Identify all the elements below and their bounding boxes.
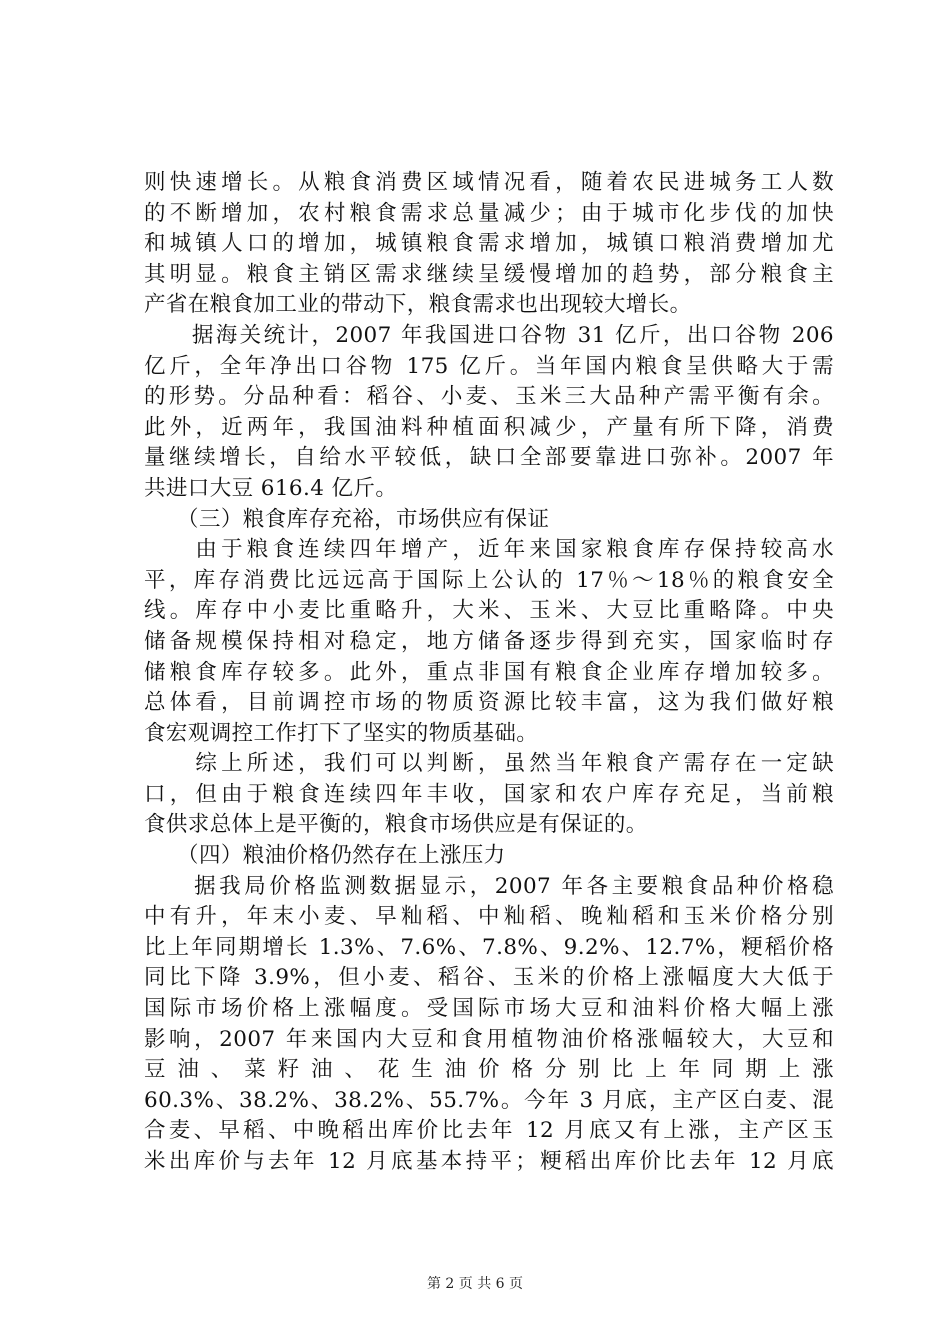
text-line: 其明显。粮食主销区需求继续呈缓慢增加的趋势，部分粮食主: [144, 261, 834, 287]
body-text: [144, 168, 834, 1178]
text-line: 则快速增长。从粮食消费区域情况看，随着农民进城务工人数: [144, 170, 834, 195]
text-line: 据海关统计，2007 年我国进口谷物 31 亿斤，出口谷物 206: [144, 322, 834, 348]
text-line: 60.3%、38.2%、38.2%、55.7%。今年 3 月底，主产区白麦、混: [144, 1087, 834, 1113]
text-line: 米出库价与去年 12 月底基本持平；粳稻出库价比去年 12 月底: [144, 1149, 834, 1174]
text-line: 食宏观调控工作打下了坚实的物质基础。: [144, 720, 539, 746]
text-line: （四）粮油价格仍然存在上涨压力: [144, 843, 506, 869]
text-line: 据我局价格监测数据显示，2007 年各主要粮食品种价格稳: [144, 873, 834, 899]
text-line: 国际市场价格上涨幅度。受国际市场大豆和油料价格大幅上涨: [144, 996, 834, 1022]
text-line: 影响，2007 年来国内大豆和食用植物油价格涨幅较大，大豆和: [144, 1026, 834, 1052]
text-line: 由于粮食连续四年增产，近年来国家粮食库存保持较高水: [144, 537, 834, 563]
text-line: 储备规模保持相对稳定，地方储备逐步得到充实，国家临时存: [144, 628, 834, 654]
text-line: 此外，近两年，我国油料种植面积减少，产量有所下降，消费: [144, 414, 834, 440]
text-line: 的不断增加，农村粮食需求总量减少；由于城市化步伐的加快: [144, 200, 834, 226]
text-line: 储粮食库存较多。此外，重点非国有粮食企业库存增加较多。: [144, 659, 834, 685]
text-line: 同比下降 3.9%，但小麦、稻谷、玉米的价格上涨幅度大大低于: [144, 965, 834, 991]
text-line: 豆 油 、 菜 籽 油 、 花 生 油 价 格 分 别 比 上 年 同 期 上 涨: [144, 1057, 834, 1083]
text-line: 平，库存消费比远远高于国际上公认的 17％～18％的粮食安全: [144, 567, 834, 593]
text-line: 合麦、早稻、中晚稻出库价比去年 12 月底又有上涨，主产区玉: [144, 1118, 834, 1144]
text-line: 和城镇人口的增加，城镇粮食需求增加，城镇口粮消费增加尤: [144, 231, 834, 257]
text-line: 食供求总体上是平衡的，粮食市场供应是有保证的。: [144, 812, 648, 838]
text-line: （三）粮食库存充裕，市场供应有保证: [144, 506, 550, 532]
text-line: 亿斤，全年净出口谷物 175 亿斤。当年国内粮食呈供略大于需: [144, 353, 834, 379]
text-line: 比上年同期增长 1.3%、7.6%、7.8%、9.2%、12.7%，粳稻价格: [144, 934, 834, 960]
text-line: 产省在粮食加工业的带动下，粮食需求也出现较大增长。: [144, 292, 692, 318]
page-footer: 第 2 页 共 6 页: [426, 1276, 524, 1292]
text-line: 综上所述，我们可以判断，虽然当年粮食产需存在一定缺: [144, 751, 834, 777]
text-line: 共进口大豆 616.4 亿斤。: [144, 475, 398, 501]
text-line: 量继续增长，自给水平较低，缺口全部要靠进口弥补。2007 年: [144, 445, 834, 471]
text-line: 中有升，年末小麦、早籼稻、中籼稻、晚籼稻和玉米价格分别: [144, 904, 834, 930]
text-line: 总体看，目前调控市场的物质资源比较丰富，这为我们做好粮: [144, 690, 834, 716]
text-line: 的形势。分品种看：稻谷、小麦、玉米三大品种产需平衡有余。: [144, 384, 834, 410]
text-line: 线。库存中小麦比重略升，大米、玉米、大豆比重略降。中央: [144, 598, 834, 624]
text-line: 口，但由于粮食连续四年丰收，国家和农户库存充足，当前粮: [144, 781, 834, 807]
